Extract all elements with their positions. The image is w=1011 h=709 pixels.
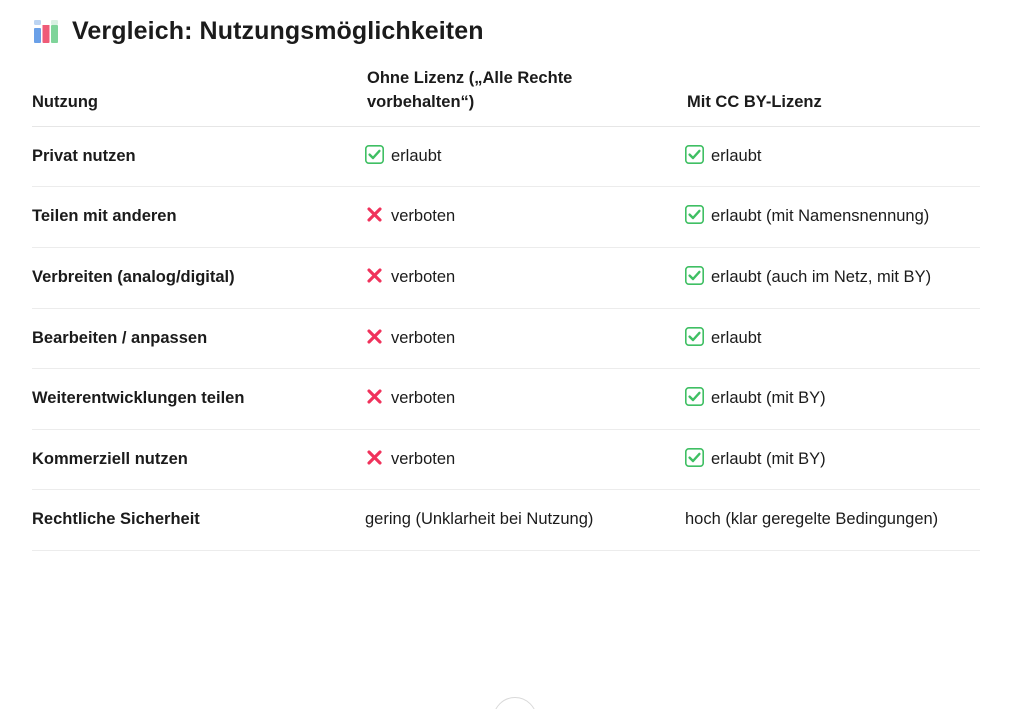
- check-mark-icon: [685, 327, 704, 346]
- cross-mark-icon: [365, 448, 384, 467]
- cross-mark-icon: [365, 327, 384, 346]
- cell-cc-by: [685, 187, 980, 248]
- bar-chart-icon: [32, 17, 60, 45]
- cell-cc-by: [685, 490, 980, 551]
- cell-text: erlaubt (mit Namensnennung): [711, 207, 930, 226]
- cell-cc-by: [685, 126, 980, 187]
- cross-mark-icon: [365, 387, 384, 406]
- status-forbidden: [365, 450, 455, 468]
- cell-no-license: [365, 490, 685, 551]
- row-label: Privat nutzen: [32, 126, 365, 187]
- page-title-row: [0, 0, 1011, 54]
- table-row: [32, 429, 980, 490]
- cell-text: hoch (klar geregelte Bedingungen): [685, 510, 939, 529]
- check-mark-icon: [685, 387, 704, 406]
- row-label: Rechtliche Sicherheit: [32, 490, 365, 551]
- table-row: [32, 490, 980, 551]
- column-header-no-license: Ohne Lizenz („Alle Rechte vorbehalten“): [365, 67, 685, 126]
- table-header-row: [32, 67, 980, 126]
- status-forbidden: [365, 389, 455, 407]
- table-row: [32, 187, 980, 248]
- cell-text: erlaubt (auch im Netz, mit BY): [711, 267, 932, 286]
- status-allowed: [685, 147, 761, 165]
- cell-text: verboten: [391, 389, 456, 408]
- table-row: [32, 126, 980, 187]
- status-allowed: [685, 389, 826, 407]
- column-header-usage: Nutzung: [32, 67, 365, 126]
- cell-no-license: [365, 429, 685, 490]
- comparison-table: [32, 67, 980, 551]
- cell-no-license: [365, 369, 685, 430]
- check-mark-icon: [685, 205, 704, 224]
- cell-cc-by: [685, 247, 980, 308]
- status-allowed: [685, 329, 761, 347]
- cell-text: erlaubt: [711, 328, 762, 347]
- cell-text: erlaubt: [711, 146, 762, 165]
- status-allowed: [685, 207, 929, 225]
- cell-text: erlaubt (mit BY): [711, 449, 826, 468]
- cell-text: gering (Unklarheit bei Nutzung): [365, 510, 594, 529]
- table-row: [32, 247, 980, 308]
- cell-cc-by: [685, 369, 980, 430]
- cell-text: verboten: [391, 267, 456, 286]
- status-allowed: [365, 147, 441, 165]
- row-label: Kommerziell nutzen: [32, 429, 365, 490]
- cell-text: verboten: [391, 328, 456, 347]
- cell-cc-by: [685, 429, 980, 490]
- cell-no-license: [365, 247, 685, 308]
- table-row: [32, 308, 980, 369]
- status-allowed: [685, 450, 826, 468]
- status-forbidden: [365, 329, 455, 347]
- page-title: Vergleich: Nutzungsmöglichkeiten: [72, 16, 484, 45]
- status-forbidden: [365, 207, 455, 225]
- cross-mark-icon: [365, 205, 384, 224]
- row-label: Weiterentwicklungen teilen: [32, 369, 365, 430]
- cell-no-license: [365, 126, 685, 187]
- table-body: [32, 126, 980, 550]
- column-header-cc-by: Mit CC BY-Lizenz: [685, 67, 980, 126]
- check-mark-icon: [685, 266, 704, 285]
- cross-mark-icon: [365, 266, 384, 285]
- page-bottom-cutoff: [0, 697, 1011, 709]
- row-label: Teilen mit anderen: [32, 187, 365, 248]
- check-mark-icon: [685, 145, 704, 164]
- cell-no-license: [365, 308, 685, 369]
- partial-circle-shape: [493, 697, 537, 709]
- cell-no-license: [365, 187, 685, 248]
- row-label: Verbreiten (analog/digital): [32, 247, 365, 308]
- cell-text: verboten: [391, 207, 456, 226]
- row-label: Bearbeiten / anpassen: [32, 308, 365, 369]
- cell-text: erlaubt (mit BY): [711, 389, 826, 408]
- status-allowed: [685, 268, 931, 286]
- cell-text: verboten: [391, 449, 456, 468]
- check-mark-icon: [685, 448, 704, 467]
- check-mark-icon: [365, 145, 384, 164]
- cell-text: erlaubt: [391, 146, 442, 165]
- cell-cc-by: [685, 308, 980, 369]
- table-row: [32, 369, 980, 430]
- status-forbidden: [365, 268, 455, 286]
